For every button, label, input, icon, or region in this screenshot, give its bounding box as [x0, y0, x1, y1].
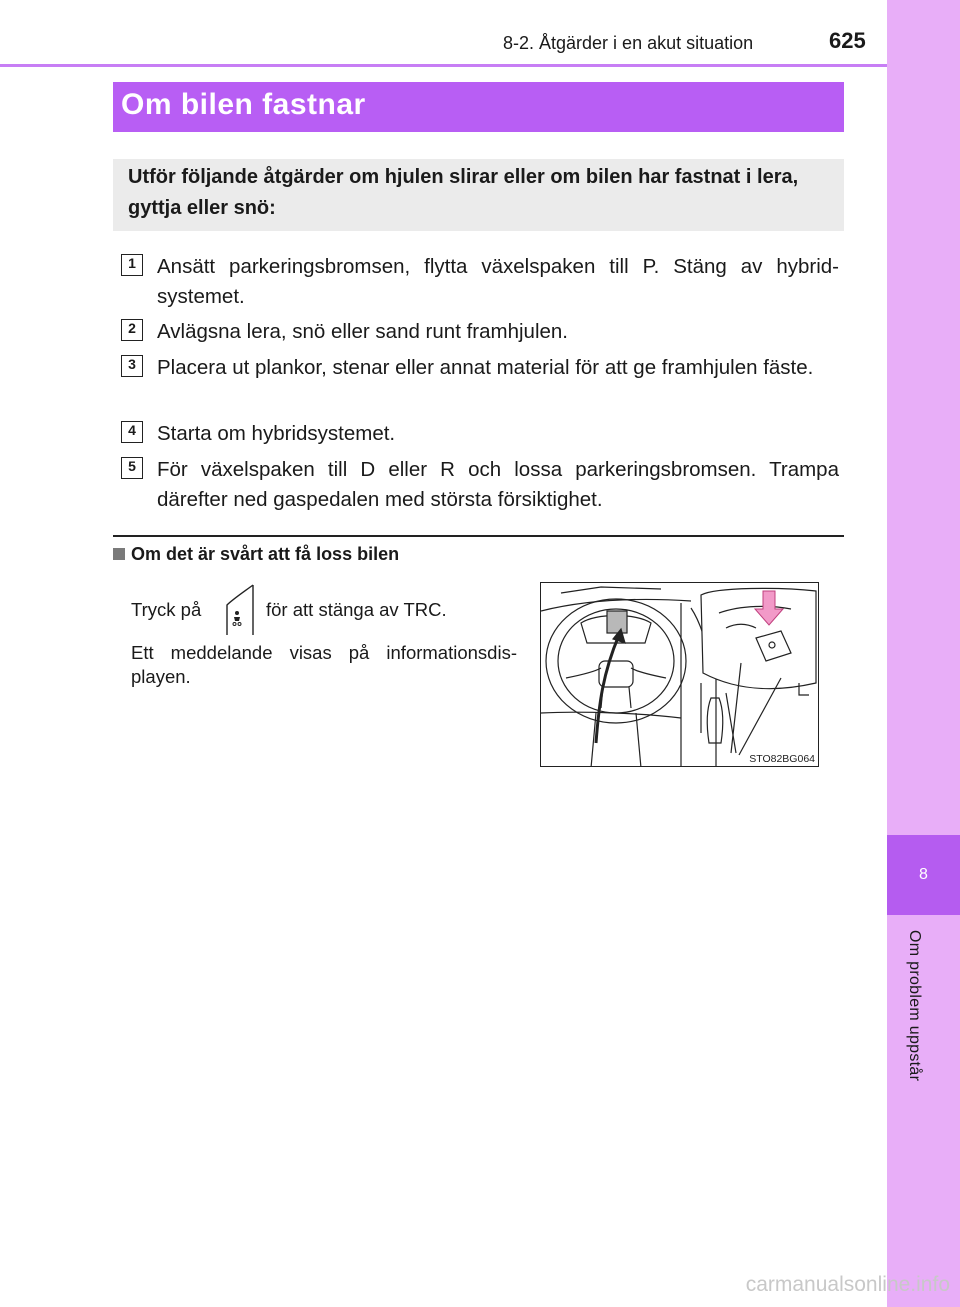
step-number: 3 — [121, 355, 143, 377]
step-text: Starta om hybridsystemet. — [157, 422, 396, 445]
step-text: Avlägsna lera, snö eller sand runt framhjulen. — [157, 320, 568, 343]
dashboard-illustration — [540, 582, 819, 767]
chapter-number: 8 — [887, 835, 960, 915]
header-rule — [0, 64, 887, 67]
intro-text: Utför följande åtgärder om hjulen slirar eller om bilen har fastnat i lera, gyttja eller snö: — [128, 166, 799, 219]
title-bar — [113, 82, 844, 132]
intro-box — [113, 159, 844, 231]
step-text: Ansätt parkeringsbromsen, flytta växelspaken till P. Stäng av hybridsystemet. — [157, 255, 839, 308]
chapter-label: Om problem uppstår — [906, 930, 923, 1082]
step-text: För växelspaken till D eller R och lossa parkeringsbromsen. Trampa därefter ned gaspedalen med största försiktighet. — [157, 458, 839, 511]
step-number: 4 — [121, 421, 143, 443]
watermark: carmanualsonline.info — [745, 1273, 950, 1296]
subsection-heading — [113, 544, 399, 565]
press-suffix: för att stänga av TRC. — [266, 599, 447, 620]
step-text: Placera ut plankor, stenar eller annat material för att ge framhjulen fäste. — [157, 356, 814, 379]
page-number: 625 — [829, 28, 866, 53]
trc-off-icon — [215, 583, 259, 637]
page-title: Om bilen fastnar — [121, 88, 366, 121]
step-number: 1 — [121, 254, 143, 276]
square-bullet-icon — [113, 548, 125, 560]
step-number: 5 — [121, 457, 143, 479]
steering-wheel-illustration — [541, 583, 819, 767]
step-number: 2 — [121, 319, 143, 341]
press-prefix: Tryck på — [131, 599, 202, 620]
section-label: 8-2. Åtgärder i en akut situation — [503, 33, 754, 53]
illustration-code: STO82BG064 — [749, 753, 815, 765]
message-text: Ett meddelande visas på informationsdisplayen. — [131, 642, 517, 687]
section-divider — [113, 535, 844, 537]
subsection-heading-text: Om det är svårt att få loss bilen — [131, 544, 400, 564]
chapter-side-tab — [887, 0, 960, 1307]
